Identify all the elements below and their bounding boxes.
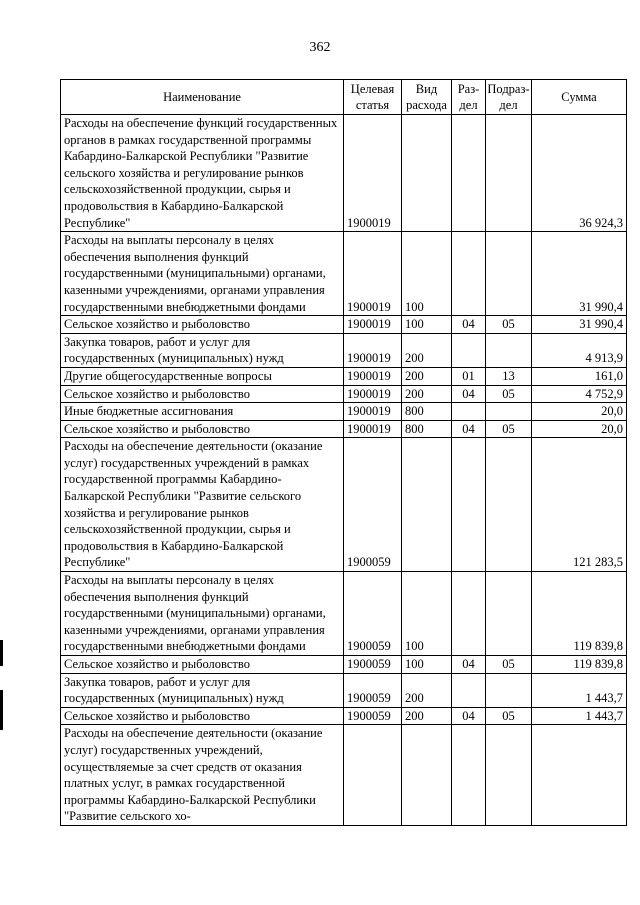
cell-amount: 31 990,4 (532, 232, 627, 316)
cell-target: 1900019 (344, 115, 402, 232)
cell-amount (532, 725, 627, 826)
table-row (61, 385, 627, 403)
cell-section (452, 725, 486, 826)
cell-name: Закупка товаров, работ и услуг для государственных (муниципальных) нужд (61, 673, 344, 707)
cell-kind: 100 (402, 656, 452, 674)
cell-subsection: 05 (486, 656, 532, 674)
cell-amount: 31 990,4 (532, 316, 627, 334)
cell-subsection: 05 (486, 707, 532, 725)
cell-section: 04 (452, 656, 486, 674)
table-row (61, 367, 627, 385)
cell-target: 1900059 (344, 673, 402, 707)
cell-subsection: 05 (486, 420, 532, 438)
cell-amount: 20,0 (532, 403, 627, 421)
page-number: 362 (309, 40, 331, 55)
cell-amount: 20,0 (532, 420, 627, 438)
cell-target: 1900059 (344, 656, 402, 674)
cell-kind (402, 115, 452, 232)
cell-name: Расходы на обеспечение деятельности (оказание услуг) государственных учреждений, осуществляемые за счет средств от оказания платных услуг, в рамках государственной программы Кабардино-Балкарской Республики "Развитие сельского хо- (61, 725, 344, 826)
table-row (61, 115, 627, 232)
cell-name: Расходы на обеспечение функций государственных органов в рамках государственной программы Кабардино-Балкарской Республики "Развитие сельского хозяйства и регулирование рынков сельскохозяйственной продукции, сырья и продовольствия в Кабардино-Балкарской Республике" (61, 115, 344, 232)
cell-subsection (486, 232, 532, 316)
cell-name: Сельское хозяйство и рыболовство (61, 420, 344, 438)
cell-name: Сельское хозяйство и рыболовство (61, 385, 344, 403)
cell-amount: 161,0 (532, 367, 627, 385)
cell-subsection (486, 438, 532, 572)
cell-kind: 100 (402, 316, 452, 334)
cell-section (452, 673, 486, 707)
cell-amount: 4 752,9 (532, 385, 627, 403)
table-row (61, 572, 627, 656)
cell-subsection: 05 (486, 316, 532, 334)
cell-subsection (486, 115, 532, 232)
cell-kind: 200 (402, 367, 452, 385)
table-header-row (61, 80, 627, 115)
cell-target: 1900059 (344, 572, 402, 656)
table-row (61, 333, 627, 367)
cell-name: Сельское хозяйство и рыболовство (61, 316, 344, 334)
cell-subsection (486, 572, 532, 656)
cell-kind: 200 (402, 385, 452, 403)
cell-target: 1900019 (344, 333, 402, 367)
table-row (61, 725, 627, 826)
binding-mark (0, 640, 3, 666)
cell-kind: 200 (402, 333, 452, 367)
cell-name: Расходы на выплаты персоналу в целях обеспечения выполнения функций государственными (муниципальными) органами, казенными учреждениями, органами управления государственными внебюджетными фондами (61, 572, 344, 656)
cell-name: Другие общегосударственные вопросы (61, 367, 344, 385)
cell-section (452, 232, 486, 316)
cell-kind: 100 (402, 572, 452, 656)
table-row (61, 656, 627, 674)
table-row (61, 673, 627, 707)
cell-amount: 4 913,9 (532, 333, 627, 367)
table-row (61, 707, 627, 725)
header-section: Раз-дел (452, 80, 486, 115)
cell-section (452, 115, 486, 232)
table-row (61, 438, 627, 572)
header-target: Целевая статья (344, 80, 402, 115)
cell-name: Расходы на обеспечение деятельности (оказание услуг) государственных учреждений в рамках государственной программы Кабардино-Балкарской Республики "Развитие сельского хозяйства и регулирование рынков сельскохозяйственной продукции, сырья и продовольствия в Кабардино-Балкарской Республике" (61, 438, 344, 572)
cell-kind: 200 (402, 673, 452, 707)
cell-kind (402, 725, 452, 826)
header-name: Наименование (61, 80, 344, 115)
cell-target: 1900019 (344, 316, 402, 334)
cell-name: Закупка товаров, работ и услуг для государственных (муниципальных) нужд (61, 333, 344, 367)
cell-name: Сельское хозяйство и рыболовство (61, 656, 344, 674)
cell-section (452, 403, 486, 421)
cell-subsection (486, 673, 532, 707)
cell-section: 01 (452, 367, 486, 385)
cell-target: 1900019 (344, 367, 402, 385)
cell-section: 04 (452, 385, 486, 403)
cell-target (344, 725, 402, 826)
cell-name: Расходы на выплаты персоналу в целях обеспечения выполнения функций государственными (муниципальными) органами, казенными учреждениями, органами управления государственными внебюджетными фондами (61, 232, 344, 316)
cell-subsection: 05 (486, 385, 532, 403)
table-row (61, 232, 627, 316)
cell-target: 1900019 (344, 420, 402, 438)
cell-amount: 36 924,3 (532, 115, 627, 232)
cell-kind: 800 (402, 403, 452, 421)
cell-section: 04 (452, 316, 486, 334)
cell-amount: 121 283,5 (532, 438, 627, 572)
cell-amount: 1 443,7 (532, 707, 627, 725)
cell-section (452, 572, 486, 656)
cell-name: Иные бюджетные ассигнования (61, 403, 344, 421)
cell-section (452, 333, 486, 367)
cell-subsection (486, 333, 532, 367)
cell-subsection: 13 (486, 367, 532, 385)
cell-kind: 100 (402, 232, 452, 316)
cell-name: Сельское хозяйство и рыболовство (61, 707, 344, 725)
table-row (61, 316, 627, 334)
cell-amount: 119 839,8 (532, 656, 627, 674)
table-row (61, 420, 627, 438)
cell-target: 1900059 (344, 707, 402, 725)
cell-section (452, 438, 486, 572)
cell-target: 1900059 (344, 438, 402, 572)
budget-table (60, 79, 627, 826)
cell-target: 1900019 (344, 385, 402, 403)
table-row (61, 403, 627, 421)
cell-kind: 200 (402, 707, 452, 725)
cell-subsection (486, 725, 532, 826)
cell-kind: 800 (402, 420, 452, 438)
cell-subsection (486, 403, 532, 421)
table-body (61, 115, 627, 826)
binding-mark (0, 690, 3, 730)
header-amount: Сумма (532, 80, 627, 115)
cell-section: 04 (452, 707, 486, 725)
cell-amount: 1 443,7 (532, 673, 627, 707)
cell-target: 1900019 (344, 403, 402, 421)
header-subsection: Подраз-дел (486, 80, 532, 115)
header-kind: Вид расхода (402, 80, 452, 115)
cell-kind (402, 438, 452, 572)
cell-amount: 119 839,8 (532, 572, 627, 656)
cell-section: 04 (452, 420, 486, 438)
cell-target: 1900019 (344, 232, 402, 316)
